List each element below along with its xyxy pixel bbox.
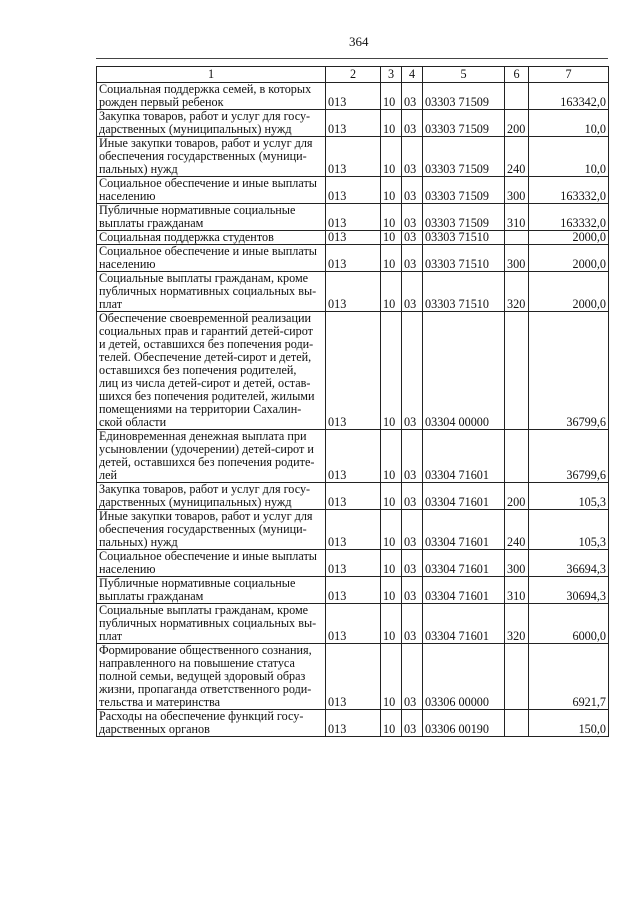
row-amount-cell: 36799,6: [529, 430, 609, 483]
row-expense-type-cell: 300: [505, 550, 529, 577]
row-target-article-cell: 03304 00000: [423, 312, 505, 430]
table-row: [97, 710, 609, 737]
row-amount-cell: 6921,7: [529, 644, 609, 710]
table-row: [97, 644, 609, 710]
row-section-cell: 10: [381, 710, 402, 737]
row-section-cell: 10: [381, 550, 402, 577]
row-expense-type-cell: [505, 83, 529, 110]
row-amount-cell: 36799,6: [529, 312, 609, 430]
row-ministry-code-cell: 013: [326, 272, 381, 312]
row-amount-cell: 36694,3: [529, 550, 609, 577]
row-amount-cell: 30694,3: [529, 577, 609, 604]
row-name-cell: Публичные нормативные социальные выплаты гражданам: [97, 204, 326, 231]
row-section-cell: 10: [381, 312, 402, 430]
row-section-cell: 10: [381, 245, 402, 272]
row-subsection-cell: 03: [402, 550, 423, 577]
row-subsection-cell: 03: [402, 204, 423, 231]
row-ministry-code-cell: 013: [326, 510, 381, 550]
table-row: [97, 483, 609, 510]
row-amount-cell: 105,3: [529, 510, 609, 550]
table-row: [97, 550, 609, 577]
header-cell: 7: [529, 67, 609, 83]
row-ministry-code-cell: 013: [326, 245, 381, 272]
row-target-article-cell: 03303 71509: [423, 83, 505, 110]
row-target-article-cell: 03304 71601: [423, 577, 505, 604]
row-expense-type-cell: 200: [505, 110, 529, 137]
row-amount-cell: 163342,0: [529, 83, 609, 110]
row-ministry-code-cell: 013: [326, 577, 381, 604]
row-ministry-code-cell: 013: [326, 110, 381, 137]
row-name-cell: Формирование общественного сознания, направленного на повышение статуса полной семьи, ведущей здоровый образ жизни, пропаганда ответственного роди- тельства и материнства: [97, 644, 326, 710]
table-row: [97, 83, 609, 110]
row-name-cell: Социальное обеспечение и иные выплаты населению: [97, 177, 326, 204]
row-name-cell: Единовременная денежная выплата при усыновлении (удочерении) детей-сирот и детей, оставшихся без попечения родите- лей: [97, 430, 326, 483]
row-target-article-cell: 03303 71509: [423, 204, 505, 231]
table-row: [97, 272, 609, 312]
header-cell: 3: [381, 67, 402, 83]
table-row: [97, 137, 609, 177]
row-name-cell: Иные закупки товаров, работ и услуг для обеспечения государственных (муници- пальных) нужд: [97, 137, 326, 177]
row-expense-type-cell: 300: [505, 245, 529, 272]
row-ministry-code-cell: 013: [326, 483, 381, 510]
row-name-cell: Публичные нормативные социальные выплаты гражданам: [97, 577, 326, 604]
row-target-article-cell: 03303 71509: [423, 137, 505, 177]
table-header-row: [97, 67, 609, 83]
row-amount-cell: 10,0: [529, 110, 609, 137]
row-target-article-cell: 03304 71601: [423, 604, 505, 644]
table-row: [97, 245, 609, 272]
row-target-article-cell: 03303 71510: [423, 245, 505, 272]
row-subsection-cell: 03: [402, 110, 423, 137]
row-expense-type-cell: 310: [505, 577, 529, 604]
row-subsection-cell: 03: [402, 510, 423, 550]
row-name-cell: Социальная поддержка студентов: [97, 231, 326, 245]
row-section-cell: 10: [381, 110, 402, 137]
row-ministry-code-cell: 013: [326, 312, 381, 430]
top-rule: [96, 58, 608, 59]
table-row: [97, 510, 609, 550]
row-target-article-cell: 03303 71509: [423, 177, 505, 204]
row-subsection-cell: 03: [402, 177, 423, 204]
table-row: [97, 577, 609, 604]
row-expense-type-cell: 320: [505, 272, 529, 312]
row-section-cell: 10: [381, 177, 402, 204]
row-section-cell: 10: [381, 510, 402, 550]
table-row: [97, 204, 609, 231]
row-subsection-cell: 03: [402, 430, 423, 483]
row-ministry-code-cell: 013: [326, 710, 381, 737]
row-amount-cell: 105,3: [529, 483, 609, 510]
row-target-article-cell: 03303 71510: [423, 231, 505, 245]
row-subsection-cell: 03: [402, 604, 423, 644]
row-target-article-cell: 03303 71509: [423, 110, 505, 137]
row-subsection-cell: 03: [402, 137, 423, 177]
row-name-cell: Социальные выплаты гражданам, кроме публичных нормативных социальных вы- плат: [97, 604, 326, 644]
row-expense-type-cell: 240: [505, 510, 529, 550]
page-number: 364: [349, 34, 369, 49]
row-expense-type-cell: 200: [505, 483, 529, 510]
row-name-cell: Обеспечение своевременной реализации социальных прав и гарантий детей-сирот и детей, оставшихся без попечения роди- телей. Обеспечение детей-сирот и детей, оставшихся без попечения родителей, лиц из числа детей-сирот и детей, остав- шихся без попечения родителей, жилыми помещениями на территории Сахалин- ской области: [97, 312, 326, 430]
header-cell: 1: [97, 67, 326, 83]
table-row: [97, 177, 609, 204]
row-amount-cell: 163332,0: [529, 204, 609, 231]
row-section-cell: 10: [381, 231, 402, 245]
row-expense-type-cell: [505, 430, 529, 483]
table-row: [97, 604, 609, 644]
row-subsection-cell: 03: [402, 577, 423, 604]
row-subsection-cell: 03: [402, 312, 423, 430]
row-subsection-cell: 03: [402, 245, 423, 272]
row-subsection-cell: 03: [402, 644, 423, 710]
table-row: [97, 312, 609, 430]
header-cell: 5: [423, 67, 505, 83]
row-target-article-cell: 03304 71601: [423, 510, 505, 550]
row-amount-cell: 6000,0: [529, 604, 609, 644]
row-section-cell: 10: [381, 483, 402, 510]
row-subsection-cell: 03: [402, 710, 423, 737]
table-row: [97, 231, 609, 245]
row-name-cell: Закупка товаров, работ и услуг для госу- дарственных (муниципальных) нужд: [97, 483, 326, 510]
row-section-cell: 10: [381, 430, 402, 483]
row-name-cell: Социальное обеспечение и иные выплаты населению: [97, 245, 326, 272]
row-ministry-code-cell: 013: [326, 231, 381, 245]
row-target-article-cell: 03306 00000: [423, 644, 505, 710]
budget-table: [96, 66, 609, 737]
header-cell: 2: [326, 67, 381, 83]
row-name-cell: Закупка товаров, работ и услуг для госу- дарственных (муниципальных) нужд: [97, 110, 326, 137]
row-expense-type-cell: 310: [505, 204, 529, 231]
row-ministry-code-cell: 013: [326, 550, 381, 577]
row-ministry-code-cell: 013: [326, 204, 381, 231]
row-subsection-cell: 03: [402, 83, 423, 110]
row-target-article-cell: 03304 71601: [423, 550, 505, 577]
row-subsection-cell: 03: [402, 483, 423, 510]
row-target-article-cell: 03304 71601: [423, 483, 505, 510]
row-amount-cell: 10,0: [529, 137, 609, 177]
header-cell: 6: [505, 67, 529, 83]
row-expense-type-cell: [505, 312, 529, 430]
table-row: [97, 430, 609, 483]
row-amount-cell: 163332,0: [529, 177, 609, 204]
row-amount-cell: 150,0: [529, 710, 609, 737]
row-ministry-code-cell: 013: [326, 430, 381, 483]
row-ministry-code-cell: 013: [326, 604, 381, 644]
row-ministry-code-cell: 013: [326, 83, 381, 110]
row-target-article-cell: 03303 71510: [423, 272, 505, 312]
row-expense-type-cell: [505, 710, 529, 737]
row-name-cell: Социальная поддержка семей, в которых рожден первый ребенок: [97, 83, 326, 110]
row-subsection-cell: 03: [402, 231, 423, 245]
header-cell: 4: [402, 67, 423, 83]
row-name-cell: Расходы на обеспечение функций госу- дарственных органов: [97, 710, 326, 737]
row-section-cell: 10: [381, 204, 402, 231]
row-ministry-code-cell: 013: [326, 644, 381, 710]
row-expense-type-cell: 300: [505, 177, 529, 204]
row-section-cell: 10: [381, 272, 402, 312]
row-section-cell: 10: [381, 83, 402, 110]
row-amount-cell: 2000,0: [529, 245, 609, 272]
row-section-cell: 10: [381, 604, 402, 644]
row-expense-type-cell: 240: [505, 137, 529, 177]
row-subsection-cell: 03: [402, 272, 423, 312]
row-amount-cell: 2000,0: [529, 272, 609, 312]
row-name-cell: Социальное обеспечение и иные выплаты населению: [97, 550, 326, 577]
row-section-cell: 10: [381, 577, 402, 604]
row-target-article-cell: 03304 71601: [423, 430, 505, 483]
row-section-cell: 10: [381, 644, 402, 710]
row-name-cell: Социальные выплаты гражданам, кроме публичных нормативных социальных вы- плат: [97, 272, 326, 312]
row-amount-cell: 2000,0: [529, 231, 609, 245]
row-section-cell: 10: [381, 137, 402, 177]
row-name-cell: Иные закупки товаров, работ и услуг для обеспечения государственных (муници- пальных) нужд: [97, 510, 326, 550]
row-ministry-code-cell: 013: [326, 177, 381, 204]
row-expense-type-cell: [505, 644, 529, 710]
row-ministry-code-cell: 013: [326, 137, 381, 177]
row-target-article-cell: 03306 00190: [423, 710, 505, 737]
row-expense-type-cell: [505, 231, 529, 245]
row-expense-type-cell: 320: [505, 604, 529, 644]
table-row: [97, 110, 609, 137]
